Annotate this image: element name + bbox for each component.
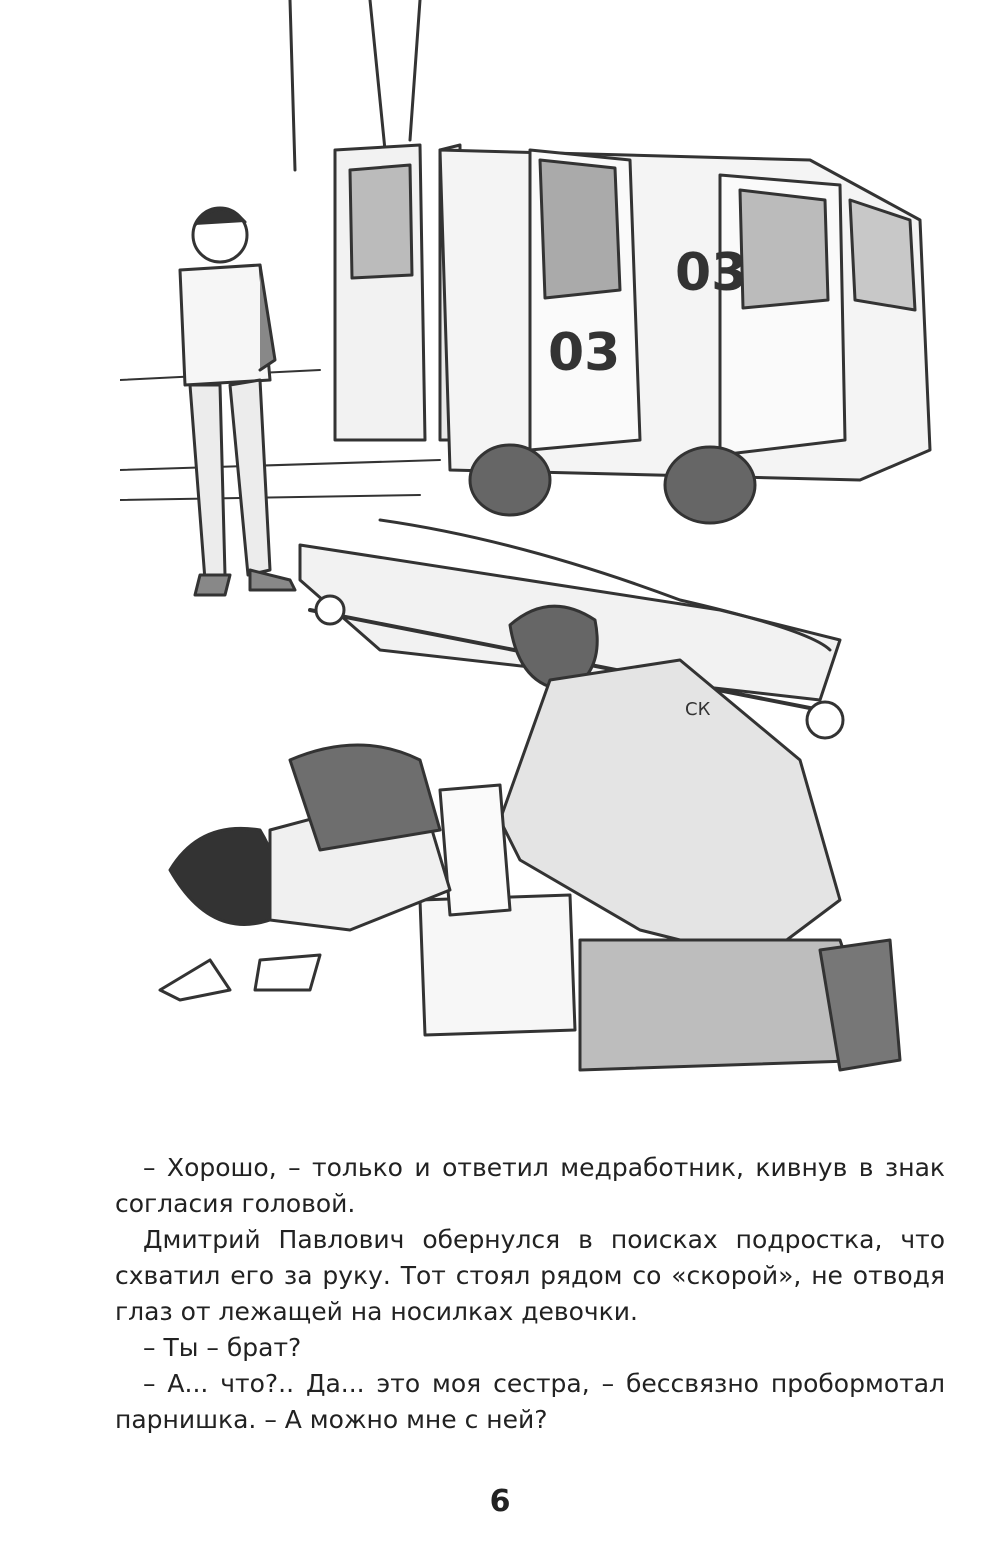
- illustration: [120, 0, 960, 1100]
- ambulance-code-rear: 03: [675, 243, 748, 303]
- jacket-lettering: СК: [685, 699, 711, 720]
- page-number: 6: [489, 1484, 511, 1519]
- ambulance-code-side: 03: [548, 323, 621, 383]
- paragraph: Дмитрий Павлович обернулся в поисках подростка, что схватил его за руку. Тот стоял рядом со «скорой», не отводя глаз от лежащей на носилках девочки.: [115, 1225, 945, 1326]
- paragraph: – Ты – брат?: [143, 1333, 302, 1362]
- illustration-drawing: [120, 0, 960, 1100]
- tree-trunk: [410, 0, 420, 140]
- tree-trunk: [370, 0, 385, 150]
- boy-figure: [180, 208, 295, 595]
- paragraph: – А... что?.. Да... это моя сестра, – бессвязно пробормотал парнишка. – А можно мне с ней?: [115, 1369, 945, 1434]
- tree-trunk: [290, 0, 295, 170]
- text-block: [115, 1150, 945, 1438]
- paragraph: – Хорошо, – только и ответил медработник, кивнув в знак согласия головой.: [115, 1153, 945, 1218]
- ambulance: [335, 145, 930, 523]
- girl-figure: [160, 745, 450, 1000]
